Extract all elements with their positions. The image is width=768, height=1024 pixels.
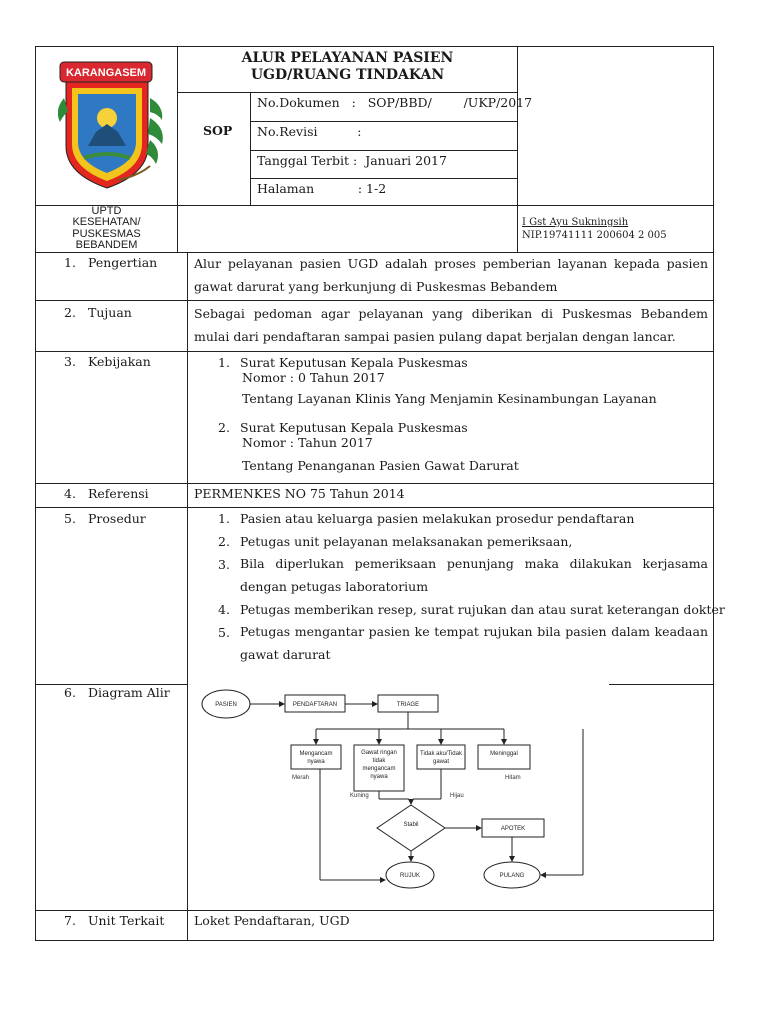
section-4-text: PERMENKES NO 75 Tahun 2014 [194, 486, 405, 501]
flow-gawat-l2: tidak [372, 758, 386, 764]
flow-diagram [188, 685, 598, 909]
flow-mengancam [291, 745, 341, 769]
flow-gawat-l1: Gawat ringan [361, 750, 397, 756]
flow-stabil [377, 805, 445, 851]
section-4-number: 4. [64, 486, 76, 501]
flow-merah-label: Merah [292, 775, 310, 781]
karangasem-logo [58, 58, 170, 192]
flow-triage-label: TRIAGE [396, 702, 420, 708]
flow-meninggal-label: Meninggal [490, 751, 518, 757]
flow-pendaftaran-label: PENDAFTARAN [292, 702, 338, 708]
section-5-label: Prosedur [88, 511, 146, 526]
sop-title-line1: ALUR PELAYANAN PASIEN [241, 50, 454, 66]
flow-gawat-l4: nyawa [370, 774, 388, 780]
flow-rujuk-label: RUJUK [399, 873, 421, 879]
flow-kuning-label: Kuning [350, 793, 369, 799]
section-7-label: Unit Terkait [88, 913, 165, 928]
flow-pulang-label: PULANG [499, 873, 525, 879]
flow-gawat-l3: mengancam [362, 766, 396, 772]
doc-number: No.Dokumen : SOP/BBD/ /UKP/2017 [257, 95, 533, 110]
revision: No.Revisi : [257, 124, 362, 139]
section-2-text: Sebagai pedoman agar pelayanan yang diberikan di Puskesmas Bebandem mulai dari pendaftaran sampai pasien pulang dapat berjalan dengan lancar. [194, 306, 708, 344]
section-4-label: Referensi [88, 486, 149, 501]
flow-mengancam-l2: nyawa [307, 759, 325, 765]
flow-stabil-label: Stabil [403, 822, 419, 828]
page-count: Halaman : 1-2 [257, 181, 387, 196]
section-1-number: 1. [64, 255, 76, 270]
flow-hijau-label: Hijau [450, 793, 464, 799]
issue-date: Tanggal Terbit : Januari 2017 [257, 153, 447, 168]
section-3-number: 3. [64, 354, 76, 369]
flow-mengancam-l1: Mengancam [299, 751, 333, 757]
section-6-number: 6. [64, 685, 76, 700]
flow-tidak-gawat-l1: Tidak aku/Tidak [420, 751, 462, 757]
flow-pasien-label: PASIEN [215, 702, 237, 708]
signer-name: I Gst Ayu Sukningsih [522, 217, 629, 228]
flow-tidak-gawat-l2: gawat [432, 759, 450, 765]
flow-apotek-label: APOTEK [500, 826, 526, 832]
section-3-label: Kebijakan [88, 354, 151, 369]
section-1-label: Pengertian [88, 255, 158, 270]
flow-meninggal [478, 745, 530, 769]
section-5-number: 5. [64, 511, 76, 526]
section-1-text: Alur pelayanan pasien UGD adalah proses pemberian layanan kepada pasien gawat darurat yang berkunjung di Puskesmas Bebandem [194, 256, 708, 294]
sop-label: SOP [203, 123, 233, 138]
section-2-label: Tujuan [88, 305, 132, 320]
section-6-label: Diagram Alir [88, 685, 170, 700]
section-7-text: Loket Pendaftaran, UGD [194, 913, 350, 928]
signer-nip: NIP.19741111 200604 2 005 [522, 230, 667, 241]
svg-text:KARANGASEM: KARANGASEM [65, 67, 147, 79]
sop-title-line2: UGD/RUANG TINDAKAN [250, 67, 445, 83]
section-2-number: 2. [64, 305, 76, 320]
flow-tidak-gawat [417, 745, 465, 769]
section-7-number: 7. [64, 913, 76, 928]
flow-hitam-label: Hitam [505, 775, 521, 781]
